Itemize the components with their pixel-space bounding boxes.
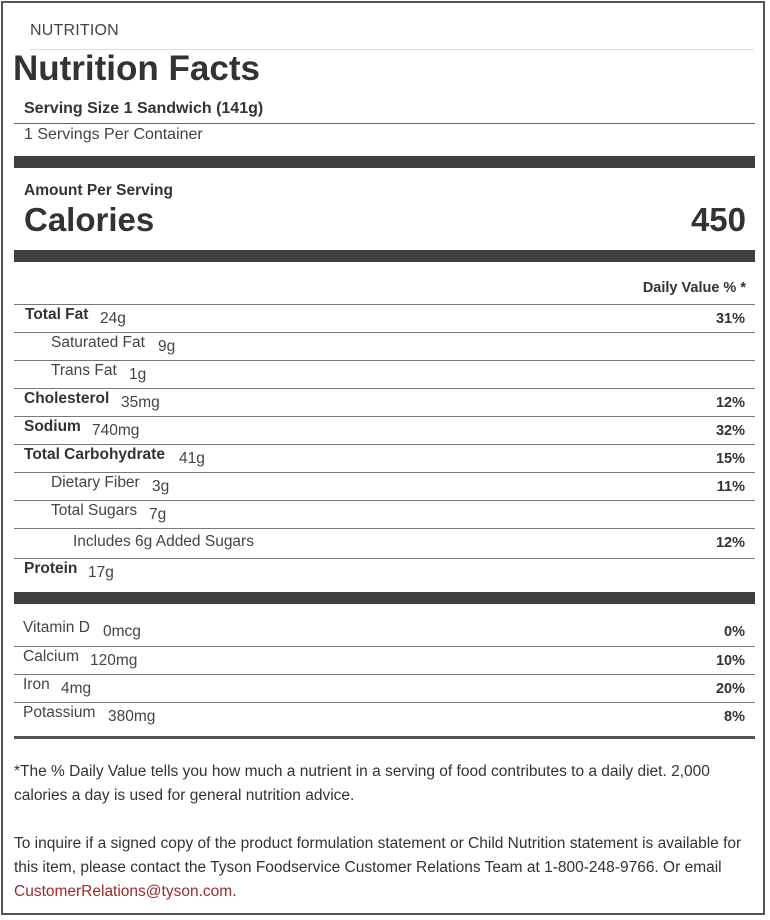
nutrient-amount: 1g xyxy=(129,366,147,383)
vitamin-dv: 8% xyxy=(724,709,745,725)
nutrient-dv: 11% xyxy=(716,479,745,495)
section-label: NUTRITION xyxy=(30,22,119,39)
nutrient-amount: 3g xyxy=(152,478,170,495)
vitamin-name: Iron xyxy=(23,676,50,693)
vitamin-dv: 10% xyxy=(715,653,745,669)
inquiry-body: To inquire if a signed copy of the product formulation statement or Child Nutrition statement is available for this item, please contact the Tyson Foodservice Customer Relations Team at 1-800-248-9766. Or email xyxy=(14,835,742,876)
nutrient-name: Saturated Fat xyxy=(51,334,145,351)
nutrient-dv: 12% xyxy=(715,395,745,411)
nutrient-amount: 24g xyxy=(100,310,126,327)
nutrient-amount: 9g xyxy=(158,338,176,355)
calories-label: Calories xyxy=(24,201,155,238)
nutrient-name: Protein xyxy=(24,560,78,577)
nutrient-row-trans-fat xyxy=(14,360,755,388)
vitamin-row-calcium xyxy=(14,646,755,674)
vitamin-dv: 0% xyxy=(724,624,745,640)
nutrient-row-total-carbohydrate xyxy=(14,444,755,472)
calories-value: 450 xyxy=(690,201,746,238)
nutrient-row-saturated-fat xyxy=(14,332,755,360)
nutrient-name: Total Sugars xyxy=(51,502,138,519)
nutrient-row-dietary-fiber xyxy=(14,472,755,500)
vitamin-amount: 4mg xyxy=(61,680,92,697)
daily-value-footnote: *The % Daily Value tells you how much a nutrient in a serving of food contributes to a daily diet. 2,000 calories a day is used for general nutrition advice. xyxy=(14,763,710,804)
nutrient-row-total-sugars xyxy=(14,500,755,528)
vitamin-amount: 380mg xyxy=(108,708,156,725)
amount-per-serving: Amount Per Serving xyxy=(24,182,173,199)
nutrient-dv: 31% xyxy=(715,311,745,327)
nutrient-name: Sodium xyxy=(24,418,81,435)
nutrient-name: Cholesterol xyxy=(24,390,110,407)
vitamin-name: Vitamin D xyxy=(23,619,90,636)
nutrient-amount: 17g xyxy=(88,564,114,581)
vitamin-amount: 0mcg xyxy=(103,623,141,640)
thick-divider xyxy=(14,156,755,168)
vitamin-row-vitamin-d xyxy=(14,618,755,646)
nutrient-name: Total Fat xyxy=(25,306,89,323)
vitamin-dv: 20% xyxy=(715,681,745,697)
nutrient-amount: 7g xyxy=(149,506,167,523)
inquiry-end: . xyxy=(232,883,237,900)
bottom-divider xyxy=(14,736,755,739)
nutrient-name: Dietary Fiber xyxy=(51,474,140,491)
vitamin-name: Calcium xyxy=(23,648,79,665)
vitamin-row-iron xyxy=(14,674,755,702)
vitamin-row-potassium xyxy=(14,702,755,730)
serving-size: Serving Size 1 Sandwich (141g) xyxy=(24,100,264,117)
thick-divider xyxy=(14,592,755,604)
email-link[interactable]: CustomerRelations@tyson.com xyxy=(14,883,233,900)
nutrient-row-cholesterol xyxy=(14,388,755,416)
page-title: Nutrition Facts xyxy=(13,49,260,88)
nutrient-name: Trans Fat xyxy=(51,362,117,379)
nutrient-amount: 740mg xyxy=(92,422,140,439)
inquiry-text xyxy=(14,832,749,904)
servings-per-container: 1 Servings Per Container xyxy=(24,126,203,143)
vitamin-amount: 120mg xyxy=(90,652,138,669)
nutrient-dv: 15% xyxy=(715,451,745,467)
vitamin-name: Potassium xyxy=(23,704,96,721)
nutrient-row-sodium xyxy=(14,416,755,444)
nutrient-row-protein xyxy=(14,558,755,586)
nutrient-row-total-fat xyxy=(14,304,755,332)
nutrient-amount: 41g xyxy=(179,450,205,467)
nutrient-dv: 12% xyxy=(715,535,745,551)
thick-divider xyxy=(14,250,755,262)
nutrient-row-added-sugars xyxy=(14,528,755,558)
nutrient-amount: 35mg xyxy=(121,394,160,411)
divider xyxy=(14,123,755,124)
nutrient-dv: 32% xyxy=(715,423,745,439)
daily-value-header: Daily Value % * xyxy=(642,280,746,296)
nutrient-name: Total Carbohydrate xyxy=(24,446,165,463)
nutrient-name: Includes 6g Added Sugars xyxy=(73,533,254,550)
